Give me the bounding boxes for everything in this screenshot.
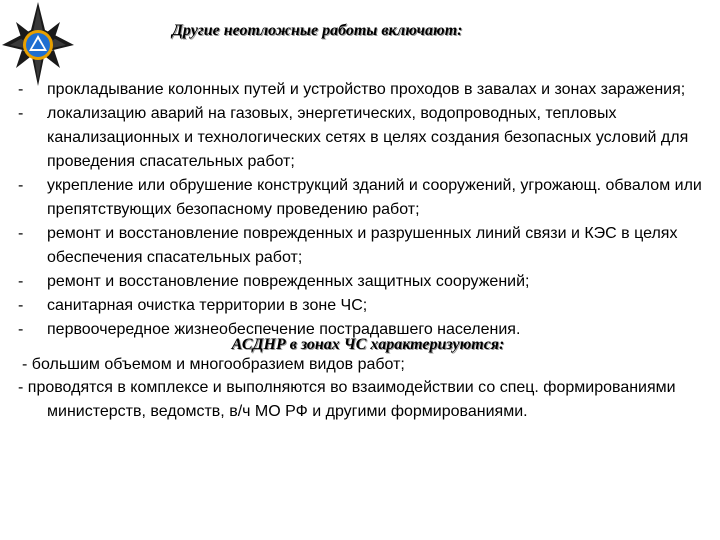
section-subtitle: АСДНР в зонах ЧС характеризуются:: [231, 336, 505, 353]
works-list: [18, 78, 708, 342]
page-title: Другие неотложные работы включают:: [172, 22, 463, 39]
content-body: [18, 78, 708, 424]
list-item: - укрепление или обрушение конструкций зданий и сооружений, угрожающ. обвалом или препятствующих безопасному проведению работ;: [18, 177, 702, 218]
list-item: - первоочередное жизнеобеспечение пострадавшего населения.: [18, 321, 521, 338]
mchs-star-emblem-icon: [0, 0, 78, 90]
characteristic-item: - проводятся в комплексе и выполняются во взаимодействии со спец. формированиями министерств, ведомств, в/ч МО РФ и другими формированиями.: [18, 379, 676, 420]
characteristics-list: [18, 354, 708, 424]
list-item: - ремонт и восстановление поврежденных защитных сооружений;: [18, 273, 530, 290]
characteristic-item: - большим объемом и многообразием видов работ;: [22, 356, 405, 373]
list-item: - прокладывание колонных путей и устройство проходов в завалах и зонах заражения;: [18, 81, 686, 98]
list-item: - ремонт и восстановление поврежденных и разрушенных линий связи и КЭС в целях обеспечения спасательных работ;: [18, 225, 678, 266]
list-item: - санитарная очистка территории в зоне ЧС;: [18, 297, 368, 314]
list-item: - локализацию аварий на газовых, энергетических, водопроводных, тепловых канализационных и технологических сетях в целях создания безопасных условий для проведения спасательных работ;: [18, 105, 689, 170]
